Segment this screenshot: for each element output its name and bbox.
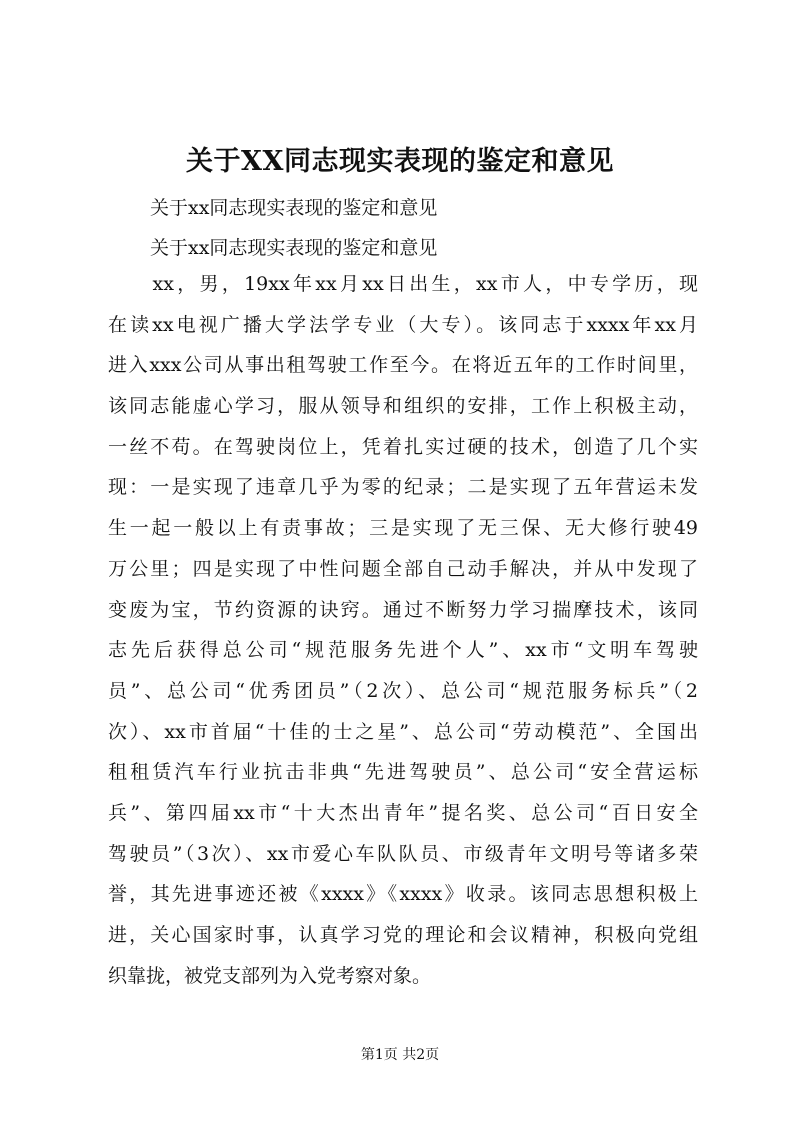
body-line: 万公里；四是实现了中性问题全部自己动手解决，并从中发现了	[108, 557, 698, 580]
body-line: 次）、xx市首届“十佳的士之星”、总公司“劳动模范”、全国出	[108, 720, 698, 743]
body-line: 进，关心国家时事，认真学习党的理论和会议精神，积极向党组	[108, 924, 698, 946]
body-line: xx，男，19xx年xx月xx日出生，xx市人，中专学历，现	[108, 273, 698, 295]
body-line: 驾驶员”（3次）、xx市爱心车队队员、市级青年文明号等诸多荣	[108, 842, 698, 865]
document-title: 关于XX同志现实表现的鉴定和意见	[186, 146, 614, 177]
body-line: 志先后获得总公司“规范服务先进个人”、xx市“文明车驾驶	[108, 639, 698, 662]
body-line: 一丝不苟。在驾驶岗位上，凭着扎实过硬的技术，创造了几个实	[108, 435, 698, 458]
body-line: 该同志能虚心学习，服从领导和组织的安排，工作上积极主动，	[108, 395, 698, 418]
body-line: 现：一是实现了违章几乎为零的纪录；二是实现了五年营运未发	[108, 476, 698, 499]
page-number-footer: 第1页 共2页	[360, 1047, 440, 1063]
body-line: 生一起一般以上有责事故；三是实现了无三保、无大修行驶49	[108, 517, 698, 540]
body-line: 租租赁汽车行业抗击非典“先进驾驶员”、总公司“安全营运标	[108, 761, 698, 784]
body-line: 变废为宝，节约资源的诀窍。通过不断努力学习揣摩技术，该同	[108, 598, 698, 621]
body-line: 誉，其先进事迹还被《xxxx》《xxxx》收录。该同志思想积极上	[108, 883, 698, 906]
body-line: 兵”、第四届xx市“十大杰出青年”提名奖、总公司“百日安全	[108, 801, 698, 824]
body-line: 织靠拢，被党支部列为入党考察对象。	[108, 964, 432, 987]
body-line: 在读xx电视广播大学法学专业（大专）。该同志于xxxx年xx月	[108, 313, 698, 336]
subheading-2: 关于xx同志现实表现的鉴定和意见	[150, 237, 438, 259]
body-line: 进入xxx公司从事出租驾驶工作至今。在将近五年的工作时间里，	[108, 354, 698, 377]
subheading-1: 关于xx同志现实表现的鉴定和意见	[150, 197, 438, 219]
body-paragraph	[108, 264, 698, 996]
body-line: 员”、总公司“优秀团员”（2次）、总公司“规范服务标兵”（2	[108, 679, 698, 702]
